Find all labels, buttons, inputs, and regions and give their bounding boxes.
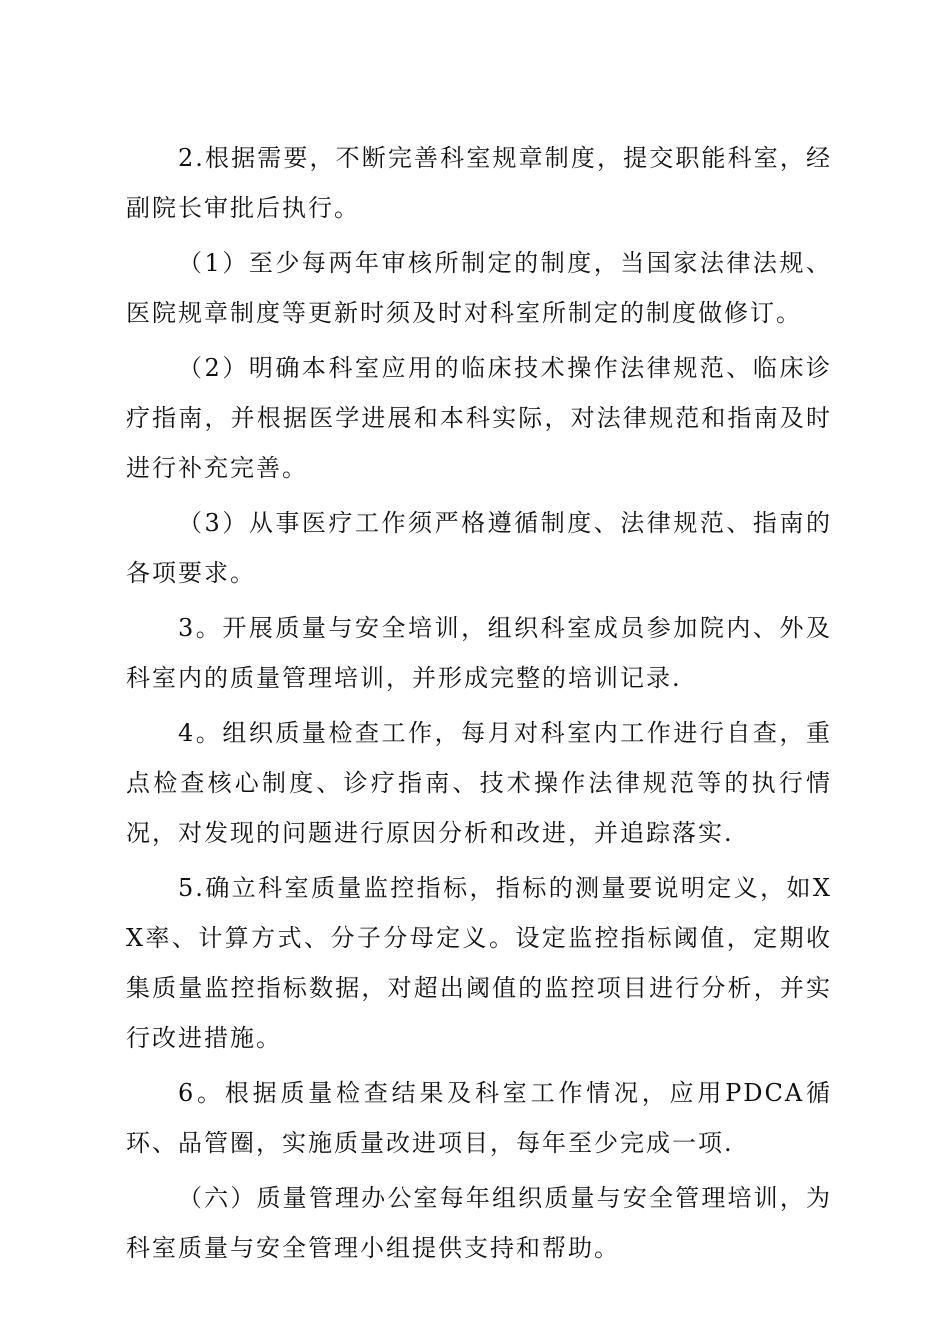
paragraph-item-5: 5.确立科室质量监控指标，指标的测量要说明定义，如XX率、计算方式、分子分母定义。设定监控指标阈值，定期收集质量监控指标数据，对超出阈值的监控项目进行分析，并实行改进措施。 xyxy=(126,874,832,1052)
paragraph-item-4: 4。组织质量检查工作，每月对科室内工作进行自查，重点检查核心制度、诊疗指南、技术操作法律规范等的执行情况，对发现的问题进行原因分析和改进，并追踪落实. xyxy=(126,719,832,847)
paragraph-item-3: 3。开展质量与安全培训，组织科室成员参加院内、外及科室内的质量管理培训，并形成完整的培训记录. xyxy=(126,614,832,692)
paragraph-item-2: 2.根据需要，不断完善科室规章制度，提交职能科室，经副院长审批后执行。 xyxy=(126,144,832,222)
paragraph-sub-1: （1）至少每两年审核所制定的制度，当国家法律法规、医院规章制度等更新时须及时对科室所制定的制度做修订。 xyxy=(126,249,832,327)
paragraph-sub-3: （3）从事医疗工作须严格遵循制度、法律规范、指南的各项要求。 xyxy=(126,509,832,587)
paragraph-sub-2: （2）明确本科室应用的临床技术操作法律规范、临床诊疗指南，并根据医学进展和本科实际，对法律规范和指南及时进行补充完善。 xyxy=(126,354,832,482)
document-body xyxy=(126,133,832,1278)
paragraph-section-6: （六）质量管理办公室每年组织质量与安全管理培训，为科室质量与安全管理小组提供支持和帮助。 xyxy=(126,1184,832,1262)
paragraph-item-6: 6。根据质量检查结果及科室工作情况，应用PDCA循环、品管圈，实施质量改进项目，每年至少完成一项. xyxy=(126,1079,832,1157)
